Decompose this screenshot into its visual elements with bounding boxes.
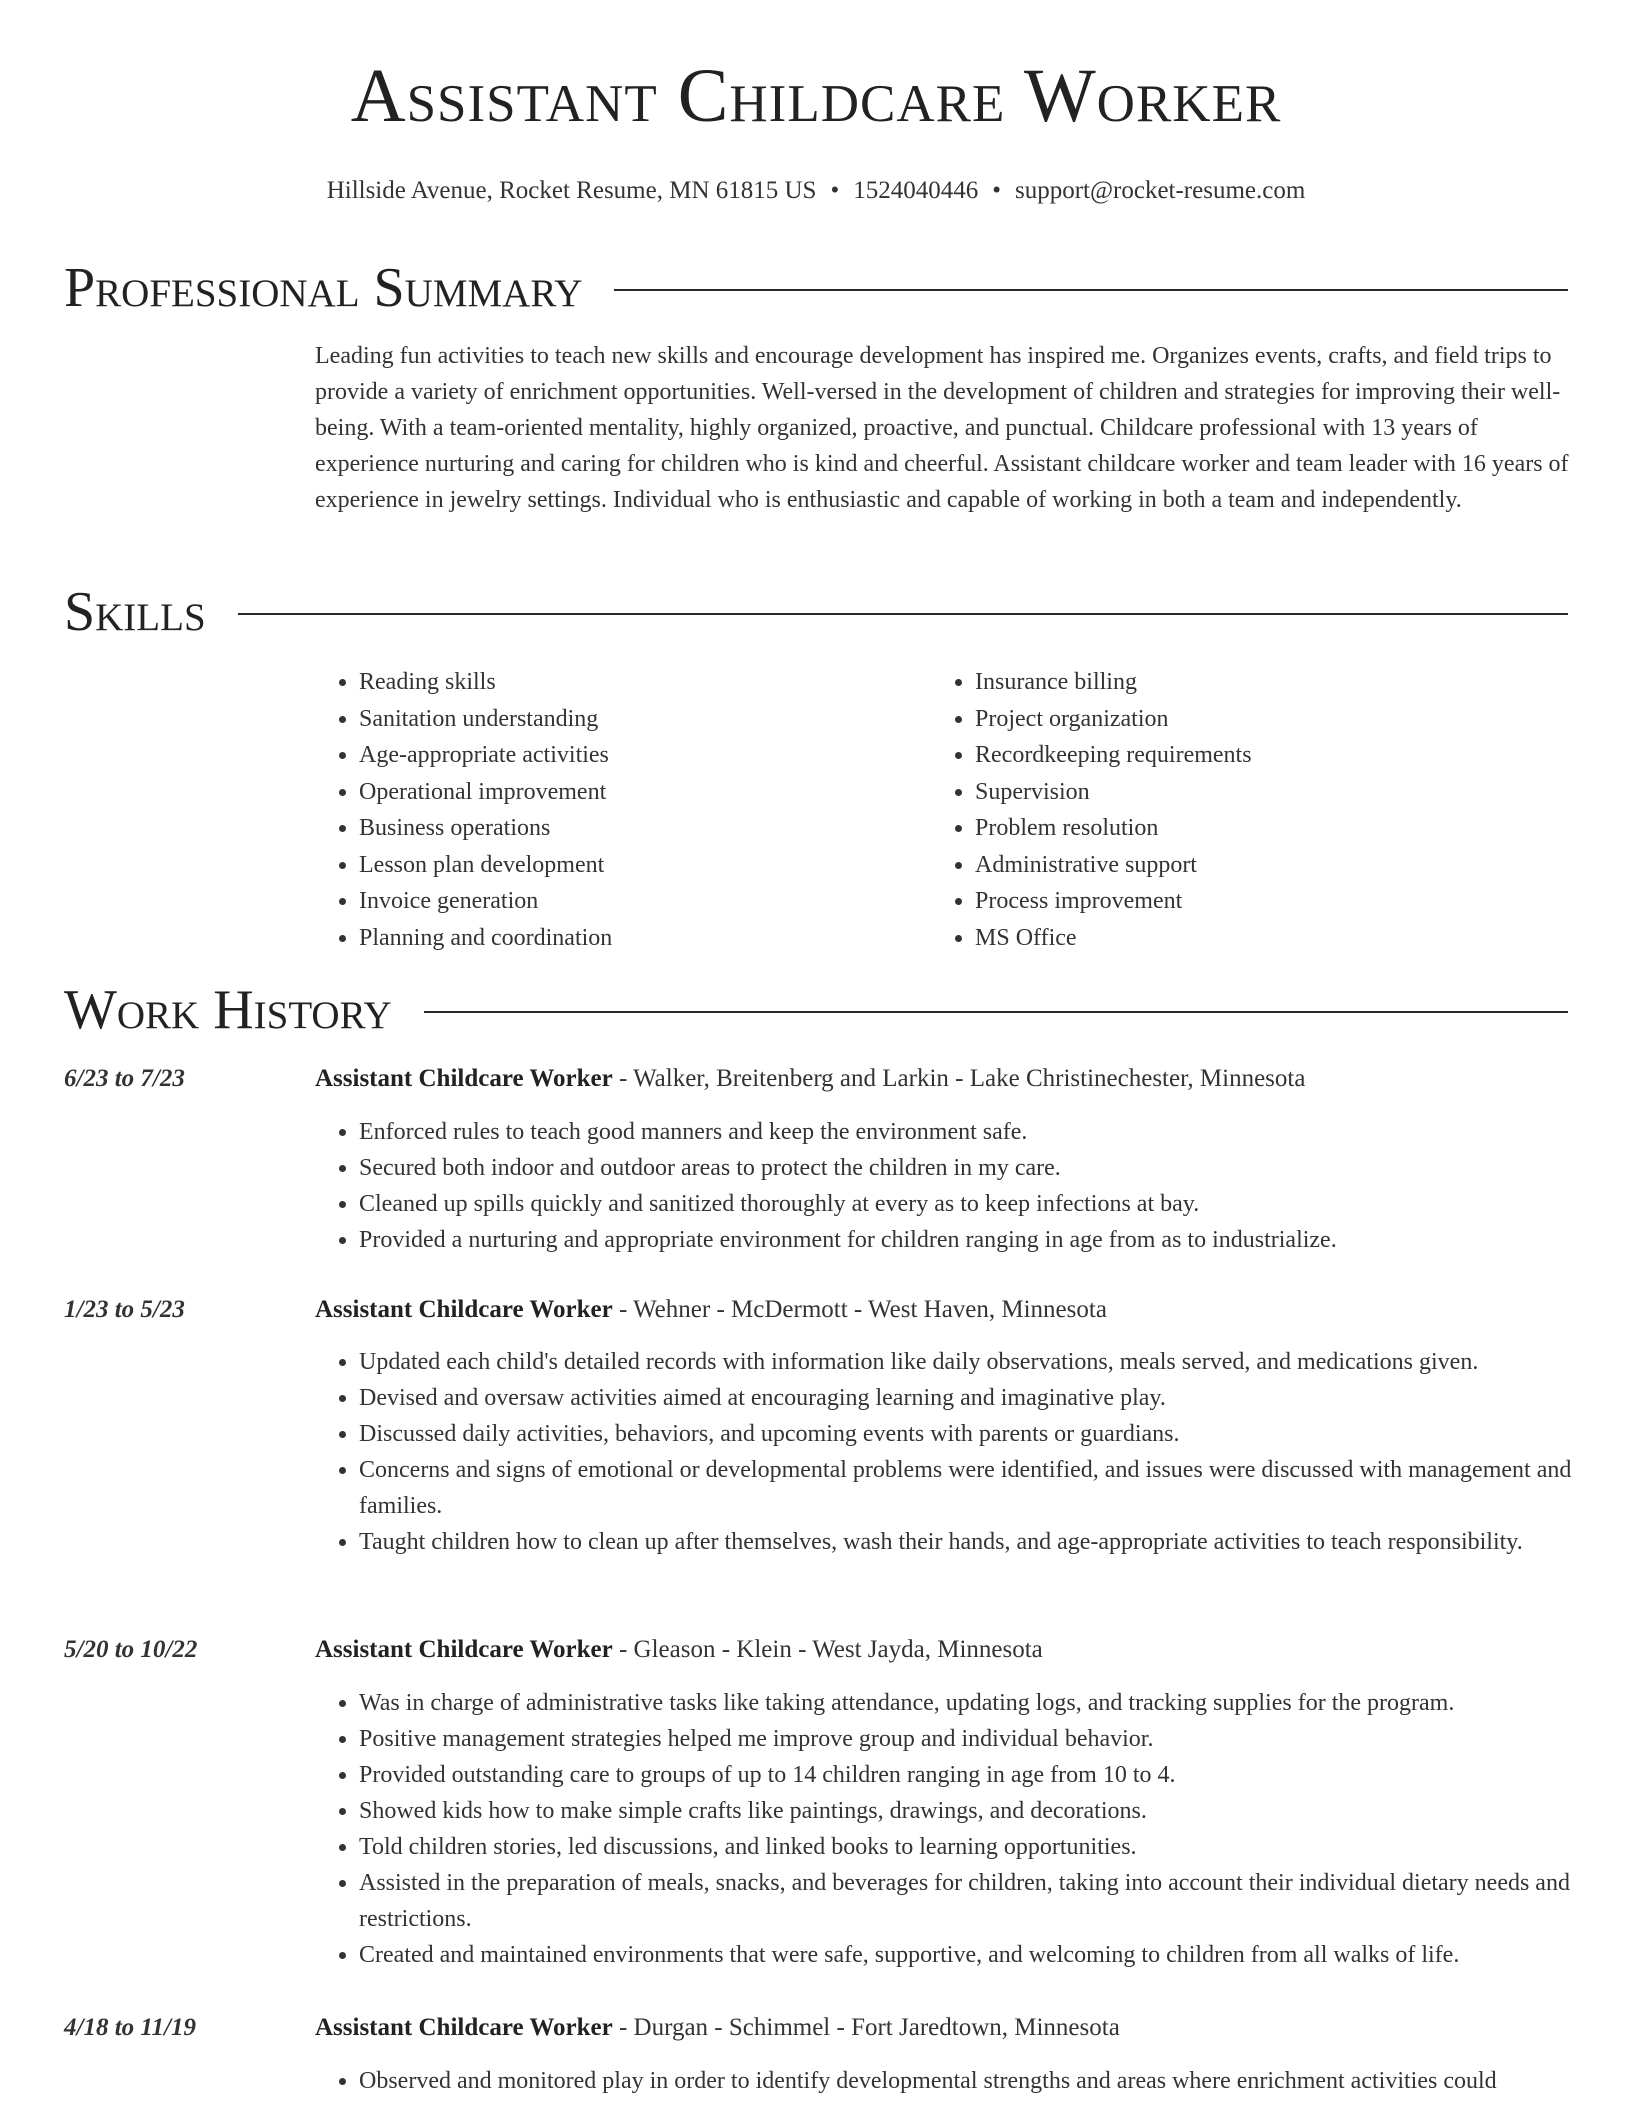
job-bullet: • Taught children how to clean up after themselves, wash their hands, and age-appropriate activities to teach responsibility. [359,1524,1575,1560]
job-title-line [315,2010,1120,2046]
skill-item: • MS Office [975,920,1547,957]
job-bullet: • Assisted in the preparation of meals, snacks, and beverages for children, taking into account their individual dietary needs and restrictions. [359,1865,1575,1937]
skill-item: • Business operations [359,810,931,847]
skills-heading: Skills [64,581,206,643]
job-dates: 4/18 to 11/19 [64,2014,196,2041]
job-bullet: • Cleaned up spills quickly and sanitized thoroughly at every as to keep infections at bay. [359,1186,1575,1222]
job-title-line [315,1061,1305,1097]
contact-line [0,176,1632,206]
job-bullet: • Concerns and signs of emotional or developmental problems were identified, and issues were discussed with management and families. [359,1452,1575,1524]
skill-item: • Reading skills [359,664,931,701]
work-heading: Work History [64,979,392,1041]
work-section-header [64,979,1568,1041]
job-bullet: • Enforced rules to teach good manners and keep the environment safe. [359,1114,1575,1150]
job-employer: - Durgan - Schimmel - Fort Jaredtown, Minnesota [612,2014,1120,2041]
section-divider [424,1011,1568,1013]
job-bullet: • Created and maintained environments that were safe, supportive, and welcoming to children from all walks of life. [359,1937,1575,1973]
job-dates: 1/23 to 5/23 [64,1296,185,1323]
skill-item: • Recordkeeping requirements [975,737,1547,774]
job-bullets [315,1344,1575,1560]
job-title: Assistant Childcare Worker [315,1296,613,1323]
skill-item: • Insurance billing [975,664,1547,701]
skills-section-header [64,581,1568,643]
job-bullet: • Discussed daily activities, behaviors, and upcoming events with parents or guardians. [359,1416,1575,1452]
job-bullet: • Provided outstanding care to groups of up to 14 children ranging in age from 10 to 4. [359,1757,1575,1793]
skill-item: • Sanitation understanding [359,701,931,738]
contact-phone: 1524040446 [853,177,979,204]
summary-heading: Professional Summary [64,257,583,319]
skill-item: • Lesson plan development [359,847,931,884]
job-bullet: • Secured both indoor and outdoor areas to protect the children in my care. [359,1150,1575,1186]
skill-item: • Administrative support [975,847,1547,884]
job-bullet: • Devised and oversaw activities aimed at encouraging learning and imaginative play. [359,1380,1575,1416]
job-bullets [315,1685,1575,1973]
job-employer: - Wehner - McDermott - West Haven, Minnesota [612,1296,1107,1323]
section-divider [614,289,1568,291]
contact-address: Hillside Avenue, Rocket Resume, MN 61815 US [326,177,817,204]
skill-item: • Planning and coordination [359,920,931,957]
skill-item: • Supervision [975,774,1547,811]
job-bullet: • Was in charge of administrative tasks like taking attendance, updating logs, and tracking supplies for the program. [359,1685,1575,1721]
job-employer: - Walker, Breitenberg and Larkin - Lake Christinechester, Minnesota [612,1065,1306,1092]
skill-item: • Age-appropriate activities [359,737,931,774]
job-title: Assistant Childcare Worker [315,1065,613,1092]
skill-item: • Project organization [975,701,1547,738]
skills-list [315,664,1575,956]
job-bullet: • Provided a nurturing and appropriate environment for children ranging in age from as to industrialize. [359,1222,1575,1258]
contact-email: support@rocket-resume.com [1015,177,1306,204]
job-employer: - Gleason - Klein - West Jayda, Minnesota [612,1636,1043,1663]
skills-column-right [931,664,1547,956]
skills-column-left [315,664,931,956]
job-title: Assistant Childcare Worker [315,1636,613,1663]
job-title-line [315,1292,1107,1328]
job-title: Assistant Childcare Worker [315,2014,613,2041]
job-bullet: • Showed kids how to make simple crafts like paintings, drawings, and decorations. [359,1793,1575,1829]
job-title-line [315,1632,1043,1668]
job-bullets [315,2063,1575,2099]
job-bullet: • Observed and monitored play in order to identify developmental strengths and areas where enrichment activities could [359,2063,1575,2099]
skill-item: • Invoice generation [359,883,931,920]
job-dates: 6/23 to 7/23 [64,1065,185,1092]
summary-section-header [64,257,1568,319]
job-bullet: • Told children stories, led discussions, and linked books to learning opportunities. [359,1829,1575,1865]
contact-separator: • [992,177,1001,204]
contact-separator: • [830,177,840,204]
job-bullets [315,1114,1575,1258]
skill-item: • Problem resolution [975,810,1547,847]
job-bullet: • Updated each child's detailed records with information like daily observations, meals served, and medications given. [359,1344,1575,1380]
job-dates: 5/20 to 10/22 [64,1636,198,1663]
job-bullet: • Positive management strategies helped me improve group and individual behavior. [359,1721,1575,1757]
candidate-name: Assistant Childcare Worker [350,54,1282,138]
summary-text: Leading fun activities to teach new skills and encourage development has inspired me. Organizes events, crafts, and field trips to provide a variety of enrichment opportunities. Well-versed in the development of children and strategies for improving their well-being. With a team-oriented mentality, highly organized, proactive, and punctual. Childcare professional with 13 years of experience nurturing and caring for children who is kind and cheerful. Assistant childcare worker and team leader with 16 years of experience in jewelry settings. Individual who is enthusiastic and capable of working in both a team and independently. [315,343,1569,513]
section-divider [238,613,1568,615]
skill-item: • Operational improvement [359,774,931,811]
skill-item: • Process improvement [975,883,1547,920]
